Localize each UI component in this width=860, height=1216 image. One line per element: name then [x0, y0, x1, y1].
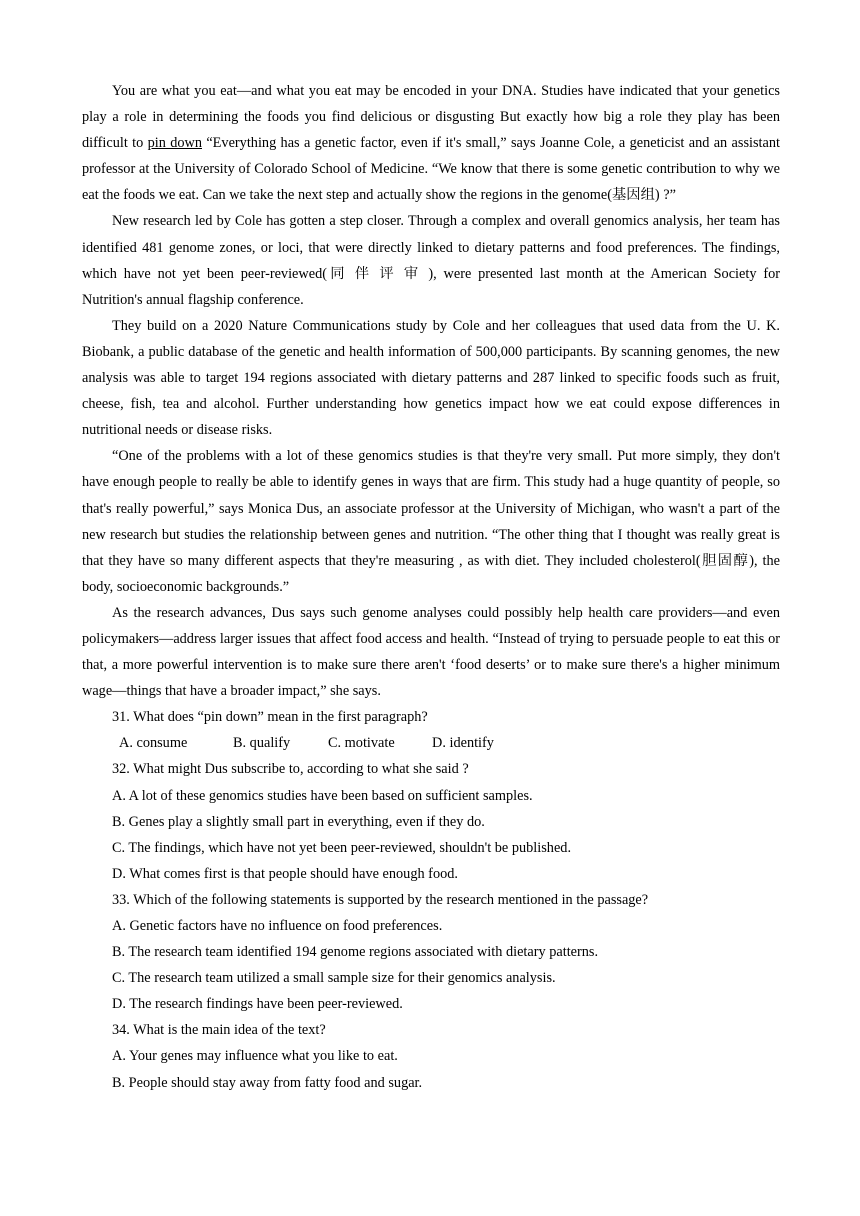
q31-option-b[interactable]: B. qualify — [233, 735, 291, 752]
p1-text-end: “Everything has a genetic factor, even if it's small,” says Joanne Cole, a geneticist and an assistant professor at the University of Colorado School of Medicine. “We know that there is some genetic contribution to why we eat the foods we eat. Can we take the next step and actually show the regions in the genome(基因组) ?” — [82, 135, 780, 204]
question-34-stem: 34. What is the main idea of the text? — [112, 1022, 326, 1039]
q32-option-c[interactable]: C. The findings, which have not yet been peer-reviewed, shouldn't be published. — [112, 839, 572, 856]
pin-down-underlined: pin down — [147, 135, 202, 152]
p2-chinese-gloss: 同伴评审 — [326, 265, 429, 282]
passage-paragraph-4: “One of the problems with a lot of these genomics studies is that they're very small. Put more simply, they don't have enough people to really be able to identify genes in ways that are firm. This study had a huge quantity of people, so that's really powerful,” says Monica Dus, an associate professor at the University of Michigan, who wasn't a part of the new research but studies the relationship between genes and nutrition. “The other thing that I thought was really great is that they have so many different aspects that they're measuring , as with diet. They included cholesterol(胆固醇), the body, socioeconomic backgrounds.” — [82, 448, 780, 595]
q33-option-d[interactable]: D. The research findings have been peer-reviewed. — [112, 996, 403, 1013]
question-31-options — [82, 730, 780, 756]
q33-option-b[interactable]: B. The research team identified 194 genome regions associated with dietary patterns. — [112, 944, 599, 961]
q34-option-a[interactable]: A. Your genes may influence what you like to eat. — [112, 1048, 398, 1065]
q33-option-a[interactable]: A. Genetic factors have no influence on food preferences. — [112, 918, 443, 934]
passage-paragraph-3: They build on a 2020 Nature Communications study by Cole and her colleagues that used data from the U. K. Biobank, a public database of the genetic and health information of 500,000 participants. By scanning genomes, the new analysis was able to target 194 regions associated with dietary patterns and 287 linked to specific foods such as fruit, cheese, fish, tea and alcohol. Further understanding how genetics impact how we eat could expose differences in nutritional needs or disease risks. — [82, 317, 780, 439]
q32-option-b[interactable]: B. Genes play a slightly small part in everything, even if they do. — [112, 813, 485, 830]
question-32-stem: 32. What might Dus subscribe to, according to what she said ? — [112, 761, 469, 778]
q32-option-a[interactable]: A. A lot of these genomics studies have been based on sufficient samples. — [112, 787, 533, 804]
q31-option-d[interactable]: D. identify — [432, 735, 494, 752]
passage-paragraph-1 — [82, 78, 780, 208]
q32-option-d[interactable]: D. What comes first is that people should have enough food. — [112, 865, 458, 882]
p2-text-end: ), were presented last month at the American Society for Nutrition's annual flagship conference. — [82, 265, 780, 308]
q34-option-b[interactable]: B. People should stay away from fatty food and sugar. — [112, 1074, 423, 1091]
q31-option-c[interactable]: C. motivate — [328, 735, 395, 752]
question-33-stem: 33. Which of the following statements is supported by the research mentioned in the passage? — [112, 891, 649, 908]
p2-text-start: New research led by Cole has gotten a step closer. Through a complex and overall genomics analysis, her team has identified 481 genome zones, or loci, that were directly linked to dietary patterns and food preferences. The findings, which have not yet been peer-reviewed( — [82, 213, 780, 282]
q33-option-c[interactable]: C. The research team utilized a small sample size for their genomics analysis. — [112, 970, 556, 987]
question-31-stem: 31. What does “pin down” mean in the first paragraph? — [112, 709, 428, 726]
passage-paragraph-2 — [82, 208, 780, 312]
document-page — [82, 78, 780, 1096]
q31-option-a[interactable]: A. consume — [119, 735, 188, 752]
p1-text-start: You are what you eat—and what you eat may be encoded in your DNA. Studies have indicated that your genetics play a role in determining the foods you find delicious or disgusting But exactly how big a role they play has been difficult to — [82, 83, 780, 152]
passage-paragraph-5: As the research advances, Dus says such genome analyses could possibly help health care providers—and even policymakers—address larger issues that affect food access and health. “Instead of trying to persuade people to eat this or that, a more powerful intervention is to make sure there aren't ‘food deserts’ or to make sure there's a higher minimum wage—things that have a broader impact,” she says. — [82, 604, 780, 700]
